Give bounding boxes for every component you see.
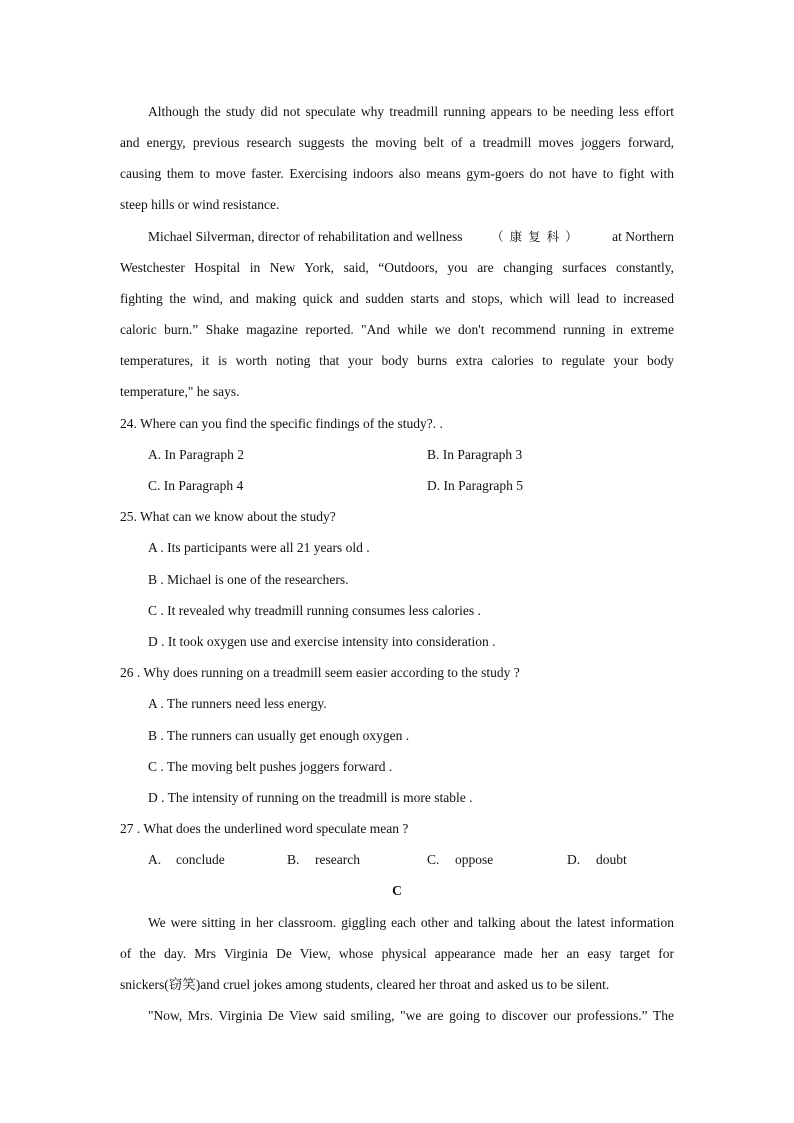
option-c: C . It revealed why treadmill running consumes less calories . <box>148 603 481 618</box>
text-span: Michael Silverman, director of rehabilitation and wellness <box>148 229 463 244</box>
option-a-letter: A. <box>148 852 162 867</box>
option-d-letter: D. <box>567 852 581 867</box>
text-line: caloric burn.” Shake magazine reported. "And while we don't recommend running in extreme <box>120 322 674 337</box>
option-a-text: conclude <box>176 852 225 867</box>
option-d: D . It took oxygen use and exercise intensity into consideration . <box>148 634 496 649</box>
option-d: D . The intensity of running on the treadmill is more stable . <box>148 790 473 805</box>
option-a: A. In Paragraph 2 <box>148 447 244 462</box>
text-line: fighting the wind, and making quick and sudden starts and stops, which will lead to increased <box>120 291 674 306</box>
option-a: A . Its participants were all 21 years old . <box>148 540 370 555</box>
text-line: snickers(窃笑)and cruel jokes among students, cleared her throat and asked us to be silent. <box>120 977 610 992</box>
text-line: We were sitting in her classroom. giggling each other and talking about the latest information <box>148 915 674 930</box>
question-stem: 24. Where can you find the specific findings of the study?. . <box>120 416 443 431</box>
question-stem: 26 . Why does running on a treadmill seem easier according to the study ? <box>120 665 520 680</box>
option-c: C . The moving belt pushes joggers forward . <box>148 759 393 774</box>
option-c: C. In Paragraph 4 <box>148 478 244 493</box>
text-span: （康复科） <box>491 229 584 244</box>
option-d-text: doubt <box>596 852 627 867</box>
option-d: D. In Paragraph 5 <box>427 478 523 493</box>
text-line: "Now, Mrs. Virginia De View said smiling, "we are going to discover our professions.” The <box>148 1008 674 1023</box>
text-line: Although the study did not speculate why treadmill running appears to be needing less effort <box>148 104 674 119</box>
text-line: Westchester Hospital in New York, said, “Outdoors, you are changing surfaces constantly, <box>120 260 674 275</box>
question-stem: 25. What can we know about the study? <box>120 509 336 524</box>
option-b: B. In Paragraph 3 <box>427 447 523 462</box>
text-line: of the day. Mrs Virginia De View, whose physical appearance made her an easy target for <box>120 946 674 961</box>
option-b: B . Michael is one of the researchers. <box>148 572 349 587</box>
text-line <box>148 227 674 247</box>
option-b: B . The runners can usually get enough oxygen . <box>148 728 410 743</box>
text-line: and energy, previous research suggests the moving belt of a treadmill moves joggers forward, <box>120 135 674 150</box>
option-b-text: research <box>315 852 360 867</box>
text-span: at Northern <box>612 229 674 244</box>
text-line: steep hills or wind resistance. <box>120 197 280 212</box>
text-line: temperature," he says. <box>120 384 240 399</box>
text-line: causing them to move faster. Exercising indoors also means gym-goers do not have to fight with <box>120 166 674 181</box>
option-b-letter: B. <box>287 852 300 867</box>
section-heading: C <box>392 883 402 898</box>
question-stem: 27 . What does the underlined word speculate mean ? <box>120 821 409 836</box>
option-c-letter: C. <box>427 852 440 867</box>
option-a: A . The runners need less energy. <box>148 696 327 711</box>
option-c-text: oppose <box>455 852 494 867</box>
text-line: temperatures, it is worth noting that your body burns extra calories to regulate your body <box>120 353 674 368</box>
